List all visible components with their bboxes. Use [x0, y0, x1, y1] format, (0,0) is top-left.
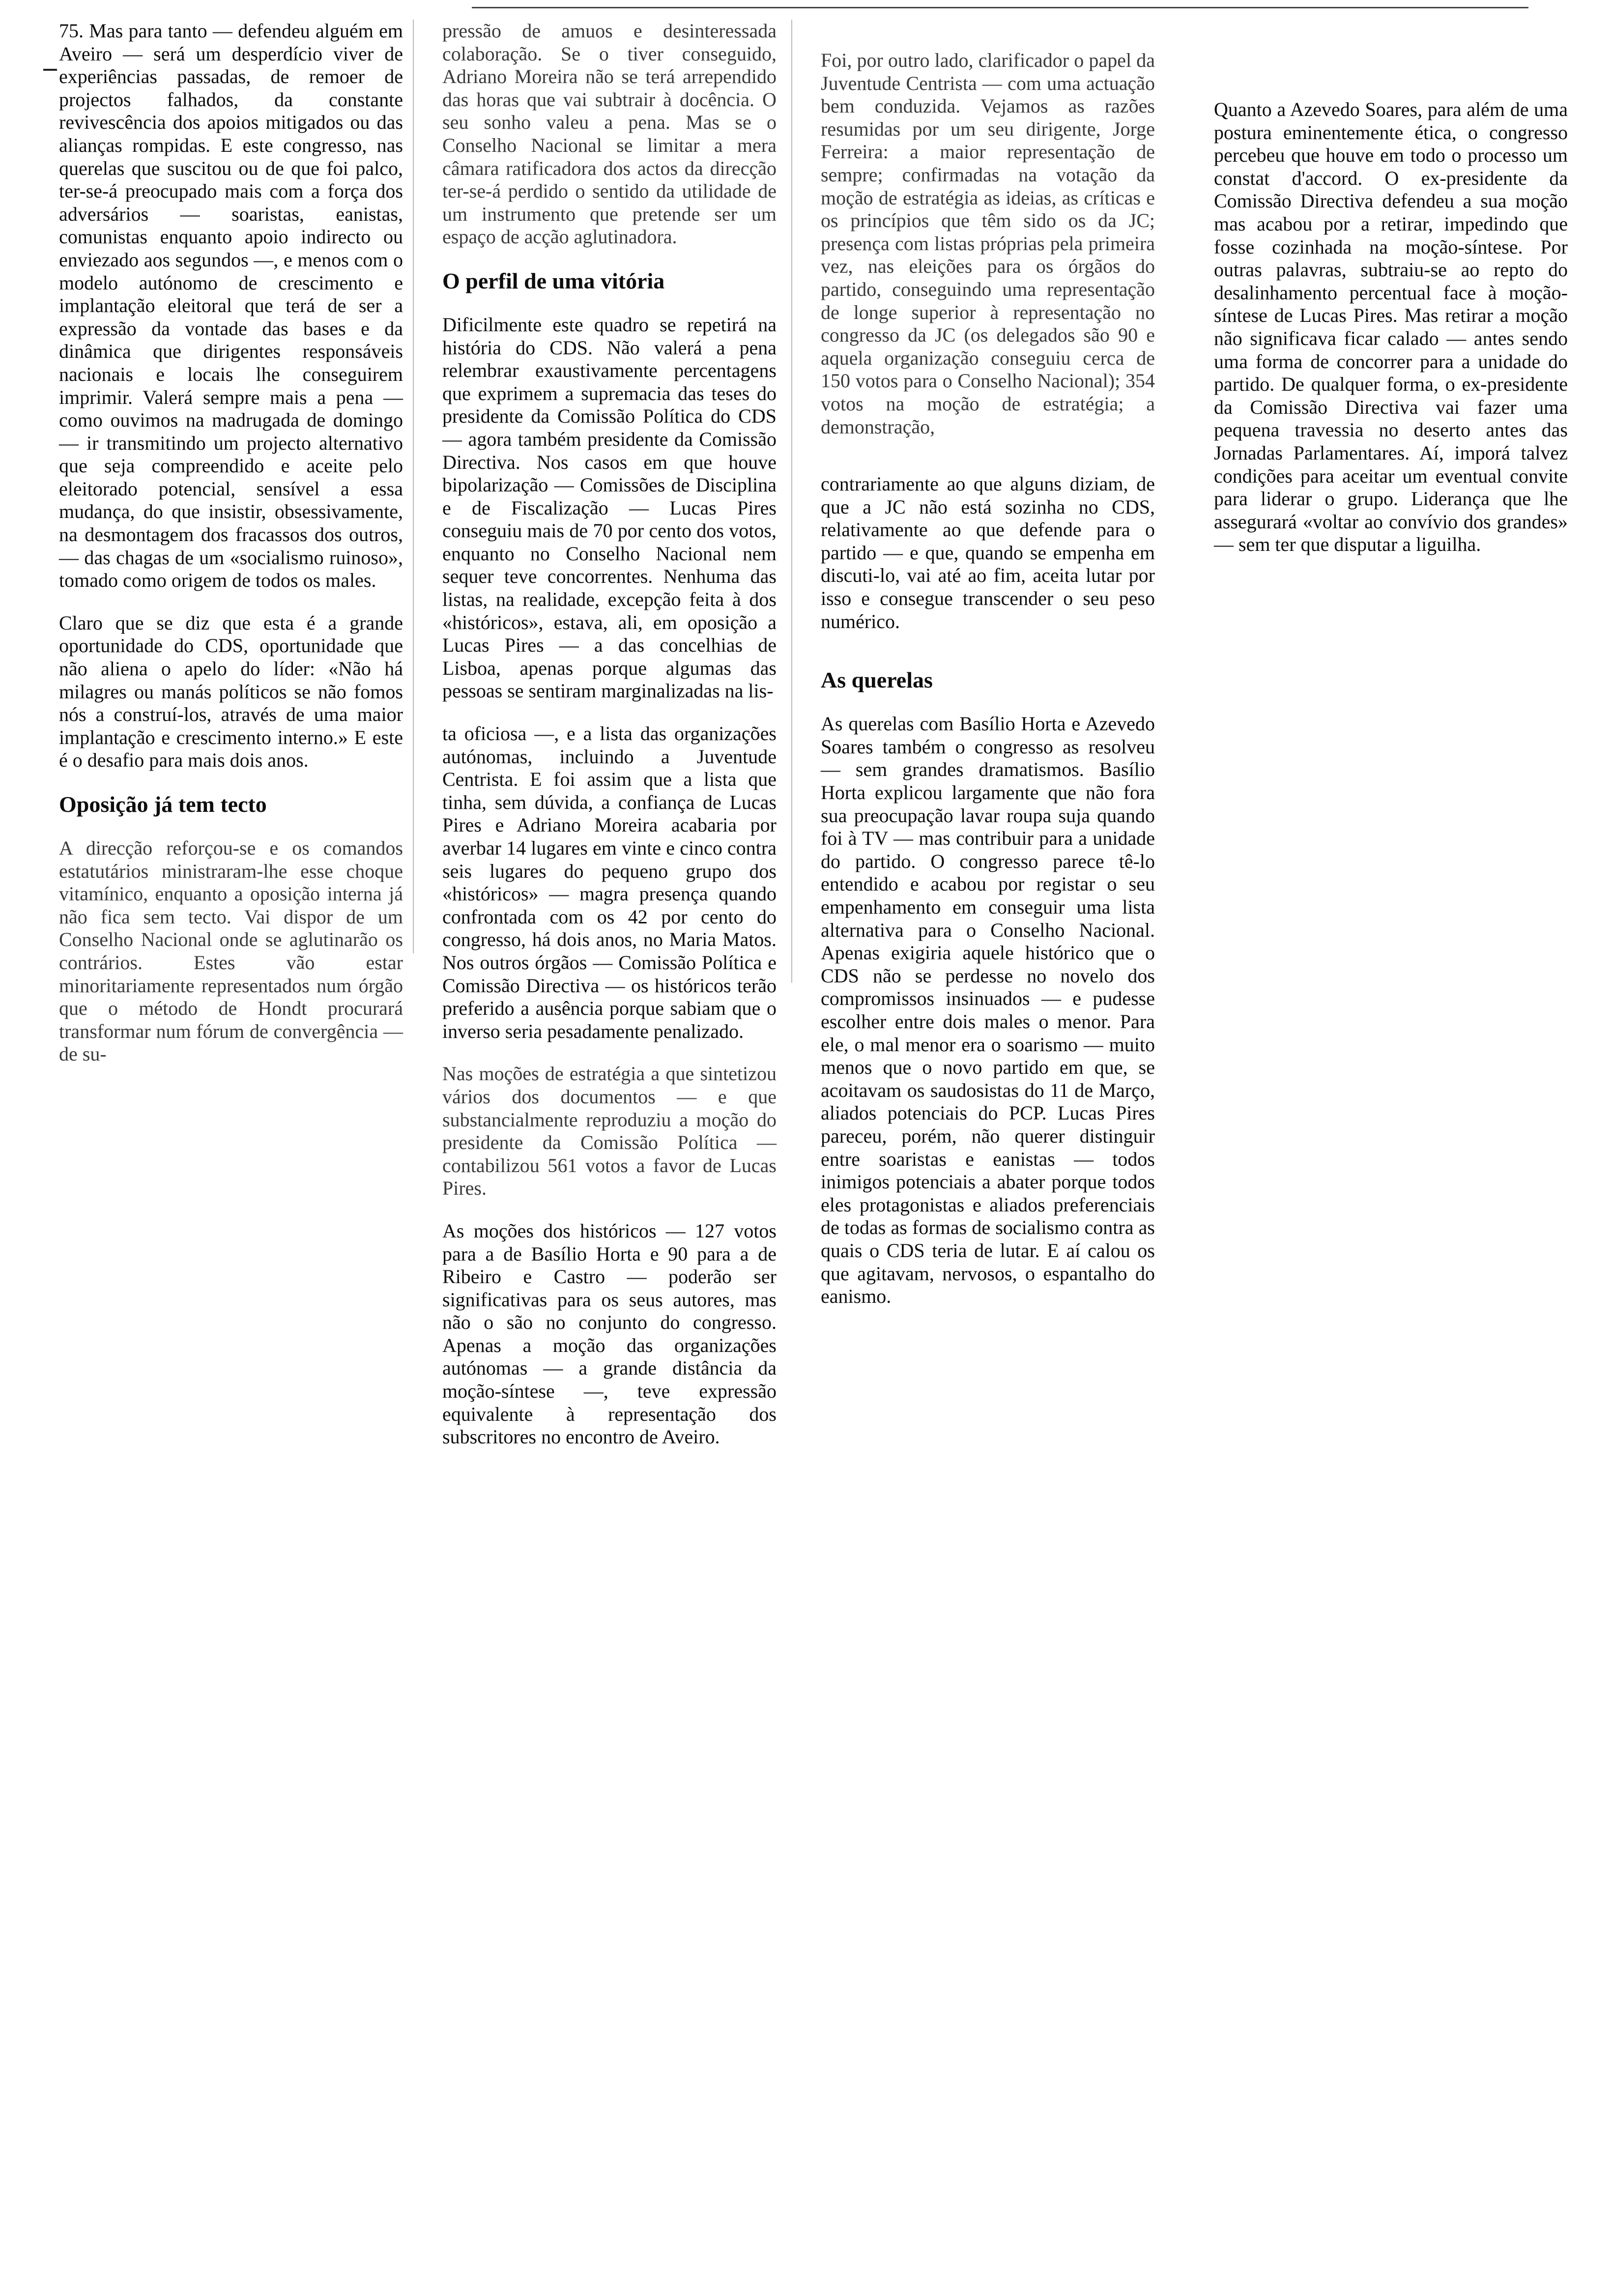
column-3-paragraph-3: As querelas com Basílio Horta e Azevedo Soares também o congresso as resolveu — sem grandes dramatismos. Basílio Horta explicou largamente que não fora sua preocupação lavar roupa suja quando foi à TV — mas contribuir para a unidade do partido. O congresso parece tê-lo entendido e acabou por registar o seu empenhamento em conseguir uma lista alternativa para o Conselho Nacional. Apenas exigiria aquele histórico que o CDS não se perdesse no novelo dos compromissos insinuados — e pudesse escolher entre dois males o menor. Para ele, o mal menor era o soarismo — muito menos que o novo partido em que, se acoitavam os saudosistas do 11 de Março, aliados potenciais do PCP. Lucas Pires pareceu, porém, não querer distinguir entre soaristas e eanistas — todos inimigos potenciais a abater porque todos eles protagonistas e aliados preferenciais de todas as formas de socialismo contra as quais o CDS teria de lutar. E aí calou os que agitavam, nervosos, o espantalho do eanismo. — [821, 713, 1155, 1308]
column-1-paragraph-2: Claro que se diz que esta é a grande oportunidade do CDS, oportunidade que não aliena o apelo do líder: «Não há milagres ou manás políticos se não fomos nós a construí-los, através de uma maior implantação e crescimento interno.» E este é o desafio para mais dois anos. — [59, 611, 403, 772]
section-heading-querelas: As querelas — [821, 667, 933, 693]
column-rule-2 — [791, 20, 792, 983]
column-2-paragraph-3: ta oficiosa —, e a lista das organizações autónomas, incluindo a Juventude Centrista. E foi assim que a lista que tinha, sem dúvida, a confiança de Lucas Pires e Adriano Moreira acabaria por averbar 14 lugares em vinte e cinco contra seis lugares do pequeno grupo dos «históricos» — magra presença quando confrontada com os 42 por cento do congresso, há dois anos, no Maria Matos. Nos outros órgãos — Comissão Política e Comissão Directiva — os históricos terão preferido a ausência porque sabiam que o inverso seria pesadamente penalizado. — [442, 722, 777, 1042]
column-2-paragraph-1: pressão de amuos e desinteressada colaboração. Se o tiver conseguido, Adriano Moreira não se terá arrependido das horas que vai subtrair à docência. O seu sonho valeu a pena. Mas se o Conselho Nacional se limitar a mera câmara ratificadora dos actos da direcção ter-se-á perdido o sentido da utilidade de um instrumento que pretende ser um espaço de acção aglutinadora. — [442, 20, 777, 248]
section-heading-perfil: O perfil de uma vitória — [442, 268, 665, 293]
column-2-paragraph-4: Nas moções de estratégia a que sintetizou vários dos documentos — e que substancialmente reproduziu a moção do presidente da Comissão Política — contabilizou 561 votos a favor de Lucas Pires. — [442, 1062, 777, 1200]
top-rule — [472, 7, 1528, 8]
column-1-paragraph-1: 75. Mas para tanto — defendeu alguém em Aveiro — será um desperdício viver de experiências passadas, de remoer de projectos falhados, da constante revivescência dos apoios mitigados ou das alianças rompidas. E este congresso, nas querelas que suscitou ou de que foi palco, ter-se-á preocupado mais com a força dos adversários — soaristas, eanistas, comunistas enquanto apoio indirecto ou enviezado aos segundos —, e menos com o modelo autónomo de crescimento e implantação eleitoral que terá de ser a expressão da vontade das bases e da dinâmica que dirigentes responsáveis nacionais e locais lhe conseguirem imprimir. Valerá sempre mais a pena — como ouvimos na madrugada de domingo — ir transmitindo um projecto alternativo que seja compreendido e aceite pelo eleitorado potencial, sensível a essa mudança, do que insistir, obsessivamente, na desmontagem dos fracassos dos outros, — das chagas de um «socialismo ruinoso», tomado como origem de todos os males. — [59, 20, 403, 592]
article-column-4 — [1214, 98, 1568, 556]
column-1-paragraph-3: A direcção reforçou-se e os comandos estatutários ministraram-lhe esse choque vitamínico, enquanto a oposição interna já não fica sem tecto. Vai dispor de um Conselho Nacional onde se aglutinarão os contrários. Estes vão estar minoritariamente representados num órgão que o método de Hondt procurará transformar num fórum de convergência — de su- — [59, 837, 403, 1065]
section-heading-oposicao: Oposição já tem tecto — [59, 792, 267, 817]
column-2-paragraph-2: Dificilmente este quadro se repetirá na história do CDS. Não valerá a pena relembrar exaustivamente percentagens que exprimem a supremacia das teses do presidente da Comissão Política do CDS — agora também presidente da Comissão Directiva. Nos casos em que houve bipolarização — Comissões de Disciplina e de Fiscalização — Lucas Pires conseguiu mais de 70 por cento dos votos, enquanto no Conselho Nacional nem sequer teve concorrentes. Nenhuma das listas, na realidade, excepção feita à dos «históricos», estava, ali, em oposição a Lucas Pires — a das concelhias de Lisboa, apenas porque algumas das pessoas se sentiram marginalizadas na lis- — [442, 313, 777, 702]
margin-mark — [43, 69, 57, 71]
column-3-paragraph-1: Foi, por outro lado, clarificador o papel da Juventude Centrista — com uma actuação bem conduzida. Vejamos as razões resumidas por um seu dirigente, Jorge Ferreira: a maior representação de sempre; confirmadas na votação da moção de estratégia as ideias, as críticas e os princípios que têm sido os da JC; presença com listas próprias pela primeira vez, nas eleições para os órgãos do partido, conseguindo uma representação de longe superior à representação no congresso da JC (os delegados são 90 e aquela organização conseguiu cerca de 150 votos para o Conselho Nacional); 354 votos na moção de estratégia; a demonstração, — [821, 49, 1155, 438]
article-column-2 — [442, 20, 777, 1449]
column-4-paragraph-1: Quanto a Azevedo Soares, para além de uma postura eminentemente ética, o congresso percebeu que houve em todo o processo um constat d'accord. O ex-presidente da Comissão Directiva defendeu a sua moção mas acabou por a retirar, impedindo que fosse cozinhada na moção-síntese. Por outras palavras, subtraiu-se ao repto do desalinhamento percentual face à moção-síntese de Lucas Pires. Mas retirar a moção não significava ficar calado — antes sendo uma forma de concorrer para a unidade do partido. De qualquer forma, o ex-presidente da Comissão Directiva vai fazer uma pequena travessia no deserto antes das Jornadas Parlamentares. Aí, imporá talvez condições para aceitar um eventual convite para liderar o grupo. Liderança que lhe assegurará «voltar ao convívio dos grandes» — sem ter que disputar a liguilha. — [1214, 98, 1568, 556]
article-column-1 — [59, 20, 403, 1066]
article-column-3 — [821, 49, 1155, 1308]
column-2-paragraph-5: As moções dos históricos — 127 votos para a de Basílio Horta e 90 para a de Ribeiro e Castro — poderão ser significativas para os seus autores, mas não o são no conjunto do congresso. Apenas a moção das organizações autónomas — a grande distância da moção-síntese —, teve expressão equivalente à representação dos subscritores no encontro de Aveiro. — [442, 1219, 777, 1448]
column-3-paragraph-2: contrariamente ao que alguns diziam, de que a JC não está sozinha no CDS, relativamente ao que defende para o partido — e que, quando se empenha em discuti-lo, vai até ao fim, aceita lutar por isso e consegue transcender o seu peso numérico. — [821, 473, 1155, 632]
column-rule-1 — [413, 20, 414, 953]
